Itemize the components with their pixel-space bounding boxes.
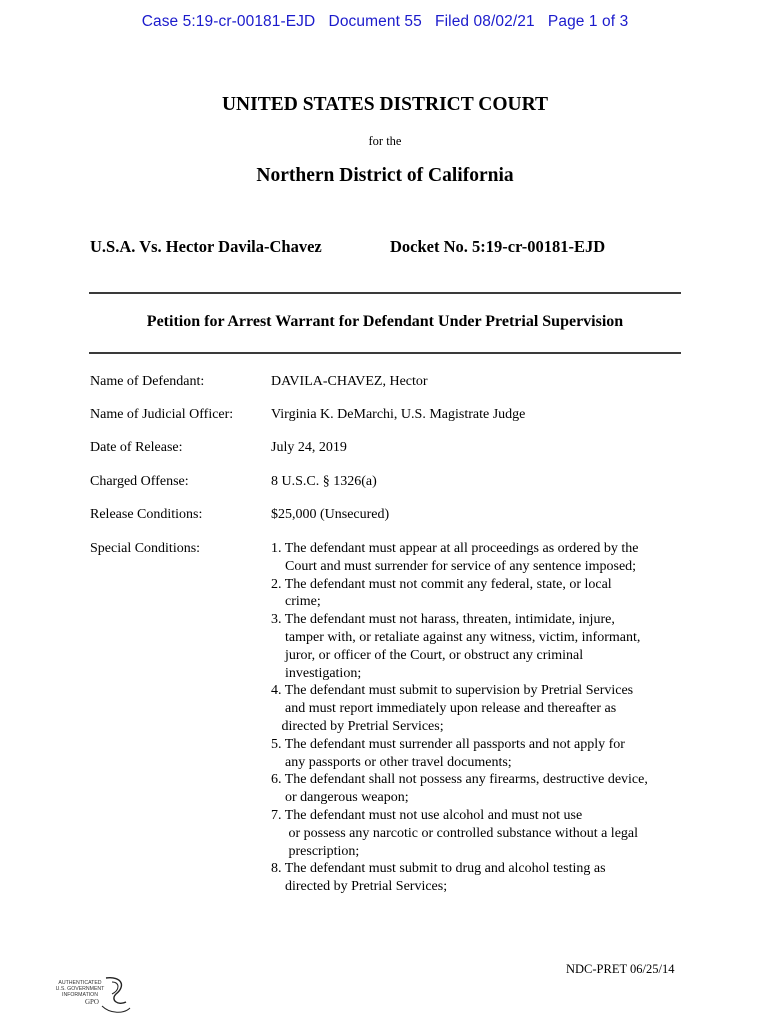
form-code: NDC-PRET 06/25/14 bbox=[566, 962, 675, 976]
condition-line: or dangerous weapon; bbox=[271, 790, 409, 806]
gpo-seal-text: INFORMATION bbox=[62, 992, 98, 998]
gpo-seal-text: AUTHENTICATED bbox=[58, 980, 102, 986]
charged-offense-value: 8 U.S.C. § 1326(a) bbox=[271, 474, 377, 489]
condition-line: any passports or other travel documents; bbox=[271, 754, 512, 770]
condition-line: 7. The defendant must not use alcohol and must not use bbox=[271, 807, 583, 823]
condition-line: 2. The defendant must not commit any federal, state, or local bbox=[271, 576, 612, 592]
condition-line: 3. The defendant must not harass, threaten, intimidate, injure, bbox=[271, 612, 615, 628]
docket-number: Docket No. 5:19-cr-00181-EJD bbox=[390, 237, 606, 256]
release-conditions-label: Release Conditions: bbox=[90, 507, 203, 522]
release-conditions-value: $25,000 (Unsecured) bbox=[271, 507, 390, 522]
condition-line: investigation; bbox=[271, 665, 362, 681]
condition-line: and must report immediately upon release and thereafter as bbox=[271, 701, 617, 717]
condition-line: directed by Pretrial Services; bbox=[271, 718, 444, 734]
gpo-authentication-seal bbox=[44, 976, 134, 1016]
for-the-text: for the bbox=[368, 134, 402, 148]
district-name: Northern District of California bbox=[256, 165, 514, 186]
condition-line: tamper with, or retaliate against any witness, victim, informant, bbox=[271, 629, 641, 645]
condition-line: or possess any narcotic or controlled substance without a legal bbox=[271, 825, 639, 841]
condition-line: 1. The defendant must appear at all proceedings as ordered by the bbox=[271, 541, 639, 556]
release-date-label: Date of Release: bbox=[90, 440, 183, 455]
condition-line: 8. The defendant must submit to drug and alcohol testing as bbox=[271, 861, 606, 877]
case-header-stamp: Case 5:19-cr-00181-EJD Document 55 Filed 08/02/21 Page 1 of 3 bbox=[141, 13, 629, 30]
condition-line: crime; bbox=[271, 594, 321, 610]
condition-line: 6. The defendant shall not possess any firearms, destructive device, bbox=[271, 772, 648, 788]
defendant-name-value: DAVILA-CHAVEZ, Hector bbox=[271, 374, 428, 389]
judicial-officer-value: Virginia K. DeMarchi, U.S. Magistrate Judge bbox=[271, 407, 526, 422]
judicial-officer-label: Name of Judicial Officer: bbox=[90, 407, 234, 422]
condition-line: juror, or officer of the Court, or obstruct any criminal bbox=[271, 647, 584, 663]
top-divider bbox=[89, 292, 681, 294]
case-parties: U.S.A. Vs. Hector Davila-Chavez bbox=[90, 237, 322, 256]
special-conditions-label: Special Conditions: bbox=[90, 541, 201, 556]
release-date-value: July 24, 2019 bbox=[271, 440, 347, 455]
condition-line: prescription; bbox=[271, 843, 360, 859]
condition-line: Court and must surrender for service of any sentence imposed; bbox=[271, 558, 637, 574]
petition-title: Petition for Arrest Warrant for Defendant Under Pretrial Supervision bbox=[146, 313, 624, 330]
eagle-swoosh-icon bbox=[102, 1006, 130, 1012]
gpo-seal-text: U.S. GOVERNMENT bbox=[55, 986, 105, 992]
court-title: UNITED STATES DISTRICT COURT bbox=[221, 94, 549, 115]
condition-line: 5. The defendant must surrender all passports and not apply for bbox=[271, 736, 625, 752]
charged-offense-label: Charged Offense: bbox=[90, 474, 189, 489]
condition-line: 4. The defendant must submit to supervision by Pretrial Services bbox=[271, 683, 634, 699]
special-conditions-list bbox=[271, 540, 691, 896]
gpo-seal-graphic bbox=[44, 976, 134, 1016]
condition-line: directed by Pretrial Services; bbox=[271, 879, 448, 895]
gpo-mark: GPO bbox=[84, 998, 100, 1006]
bottom-divider bbox=[89, 352, 681, 354]
defendant-name-label: Name of Defendant: bbox=[90, 374, 205, 389]
